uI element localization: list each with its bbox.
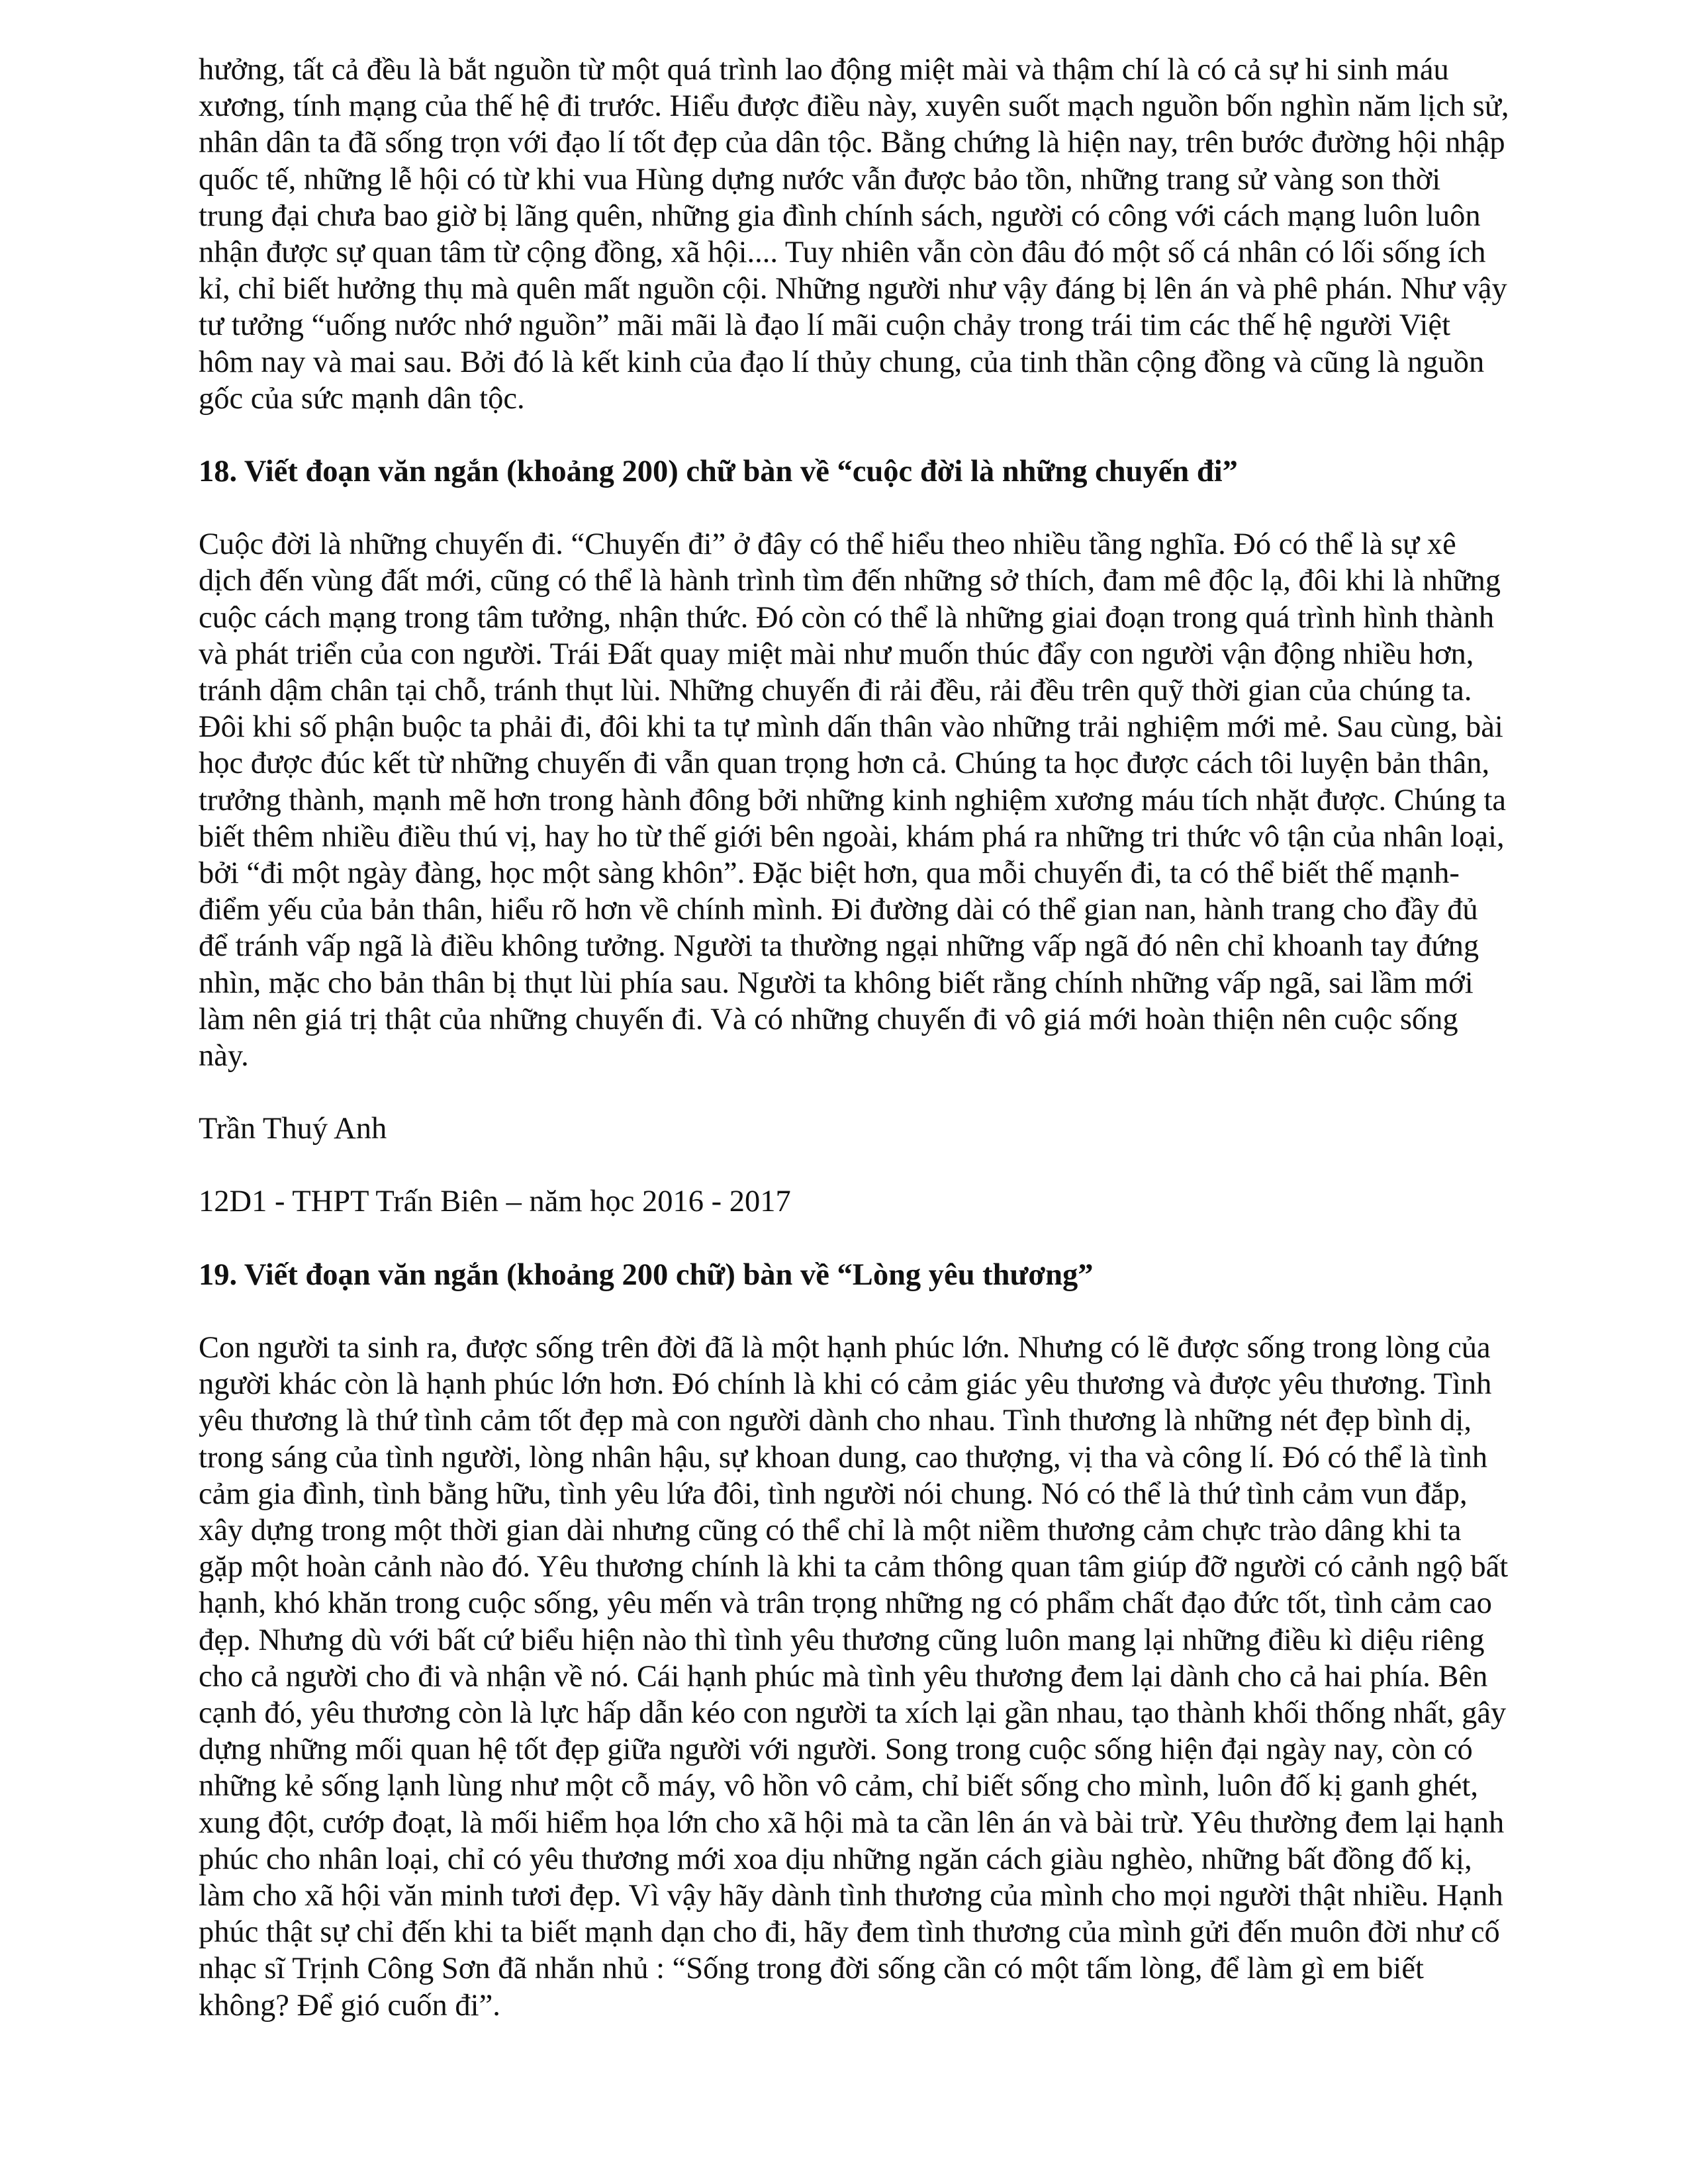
spacer: [199, 490, 1509, 526]
section-18-school: 12D1 - THPT Trấn Biên – năm học 2016 - 2017: [199, 1185, 791, 1219]
section-18-heading: 18. Viết đoạn văn ngắn (khoảng 200) chữ bàn về “cuộc đời là những chuyến đi”: [199, 455, 1238, 489]
spacer: [199, 1147, 1509, 1183]
spacer: [199, 1074, 1509, 1111]
spacer: [199, 1220, 1509, 1257]
spacer: [199, 417, 1509, 453]
section-18-author: Trần Thuý Anh: [199, 1112, 387, 1146]
section-19-paragraph: Con người ta sinh ra, được sống trên đời đã là một hạnh phúc lớn. Nhưng có lẽ được sống trong lòng của người khác còn là hạnh phúc lớn hơn. Đó chính là khi có cảm giác yêu thương và được yêu thương. Tình yêu thương là thứ tình cảm tốt đẹp mà con người dành cho nhau. Tình thương là những nét đẹp bình dị, trong sáng của tình người, lòng nhân hậu, sự khoan dung, cao thượng, vị tha và công lí. Đó có thể là tình cảm gia đình, tình bằng hữu, tình yêu lứa đôi, tình người nói chung. Nó có thể là thứ tình cảm vun đắp, xây dựng trong một thời gian dài nhưng cũng có thể chỉ là một niềm thương cảm chực trào dâng khi ta gặp một hoàn cảnh nào đó. Yêu thương chính là khi ta cảm thông quan tâm giúp đỡ người có cảnh ngộ bất hạnh, khó khăn trong cuộc sống, yêu mến và trân trọng những ng có phẩm chất đạo đức tốt, tình cảm cao đẹp. Nhưng dù với bất cứ biểu hiện nào thì tình yêu thương cũng luôn mang lại những điều kì diệu riêng cho cả người cho đi và nhận về nó. Cái hạnh phúc mà tình yêu thương đem lại dành cho cả hai phía. Bên cạnh đó, yêu thương còn là lực hấp dẫn kéo con người ta xích lại gần nhau, tạo thành khối thống nhất, gây dựng những mối quan hệ tốt đẹp giữa người với người. Song trong cuộc sống hiện đại ngày nay, còn có những kẻ sống lạnh lùng như một cỗ máy, vô hồn vô cảm, chỉ biết sống cho mình, luôn đố kị ganh ghét, xung đột, cướp đoạt, là mối hiểm họa lớn cho xã hội mà ta cần lên án và bài trừ. Yêu thường đem lại hạnh phúc cho nhân loại, chỉ có yêu thương mới xoa dịu những ngăn cách giàu nghèo, những bất đồng đố kị, làm cho xã hội văn minh tươi đẹp. Vì vậy hãy dành tình thương của mình cho mọi người thật nhiều. Hạnh phúc thật sự chỉ đến khi ta biết mạnh dạn cho đi, hãy đem tình thương của mình gửi đến muôn đời như cố nhạc sĩ Trịnh Công Sơn đã nhắn nhủ : “Sống trong đời sống cần có một tấm lòng, để làm gì em biết không? Để gió cuốn đi”.: [199, 1330, 1509, 2023]
section-19-heading: 19. Viết đoạn văn ngắn (khoảng 200 chữ) bàn về “Lòng yêu thương”: [199, 1257, 1094, 1292]
document-page: [199, 52, 1509, 2024]
section-18-paragraph: Cuộc đời là những chuyến đi. “Chuyến đi” ở đây có thể hiểu theo nhiều tầng nghĩa. Đó có thể là sự xê dịch đến vùng đất mới, cũng có thể là hành trình tìm đến những sở thích, đam mê độc lạ, đôi khi là những cuộc cách mạng trong tâm tưởng, nhận thức. Đó còn có thể là những giai đoạn trong quá trình hình thành và phát triển của con người. Trái Đất quay miệt mài như muốn thúc đẩy con người vận động nhiều hơn, tránh dậm chân tại chỗ, tránh thụt lùi. Những chuyến đi rải đều, rải đều trên quỹ thời gian của chúng ta. Đôi khi số phận buộc ta phải đi, đôi khi ta tự mình dấn thân vào những trải nghiệm mới mẻ. Sau cùng, bài học được đúc kết từ những chuyến đi vẫn quan trọng hơn cả. Chúng ta học được cách tôi luyện bản thân, trưởng thành, mạnh mẽ hơn trong hành đông bởi những kinh nghiệm xương máu tích nhặt được. Chúng ta biết thêm nhiều điều thú vị, hay ho từ thế giới bên ngoài, khám phá ra những tri thức vô tận của nhân loại, bởi “đi một ngày đàng, học một sàng khôn”. Đặc biệt hơn, qua mỗi chuyến đi, ta có thể biết thế mạnh-điểm yếu của bản thân, hiểu rõ hơn về chính mình. Đi đường dài có thể gian nan, hành trang cho đầy đủ để tránh vấp ngã là điều không tưởng. Người ta thường ngại những vấp ngã đó nên chỉ khoanh tay đứng nhìn, mặc cho bản thân bị thụt lùi phía sau. Người ta không biết rằng chính những vấp ngã, sai lầm mới làm nên giá trị thật của những chuyến đi. Và có những chuyến đi vô giá mới hoàn thiện nên cuộc sống này.: [199, 527, 1507, 1073]
spacer: [199, 1293, 1509, 1330]
section-17-tail-paragraph: hưởng, tất cả đều là bắt nguồn từ một quá trình lao động miệt mài và thậm chí là có cả sự hi sinh máu xương, tính mạng của thế hệ đi trước. Hiểu được điều này, xuyên suốt mạch nguồn bốn nghìn năm lịch sử, nhân dân ta đã sống trọn với đạo lí tốt đẹp của dân tộc. Bằng chứng là hiện nay, trên bước đường hội nhập quốc tế, những lễ hội có từ khi vua Hùng dựng nước vẫn được bảo tồn, những trang sử vàng son thời trung đại chưa bao giờ bị lãng quên, những gia đình chính sách, người có công với cách mạng luôn luôn nhận được sự quan tâm từ cộng đồng, xã hội.... Tuy nhiên vẫn còn đâu đó một số cá nhân có lối sống ích kỉ, chỉ biết hưởng thụ mà quên mất nguồn cội. Những người như vậy đáng bị lên án và phê phán. Như vậy tư tưởng “uống nước nhớ nguồn” mãi mãi là đạo lí mãi cuộn chảy trong trái tim các thế hệ người Việt hôm nay và mai sau. Bởi đó là kết kinh của đạo lí thủy chung, của tinh thần cộng đồng và cũng là nguồn gốc của sức mạnh dân tộc.: [199, 53, 1509, 416]
